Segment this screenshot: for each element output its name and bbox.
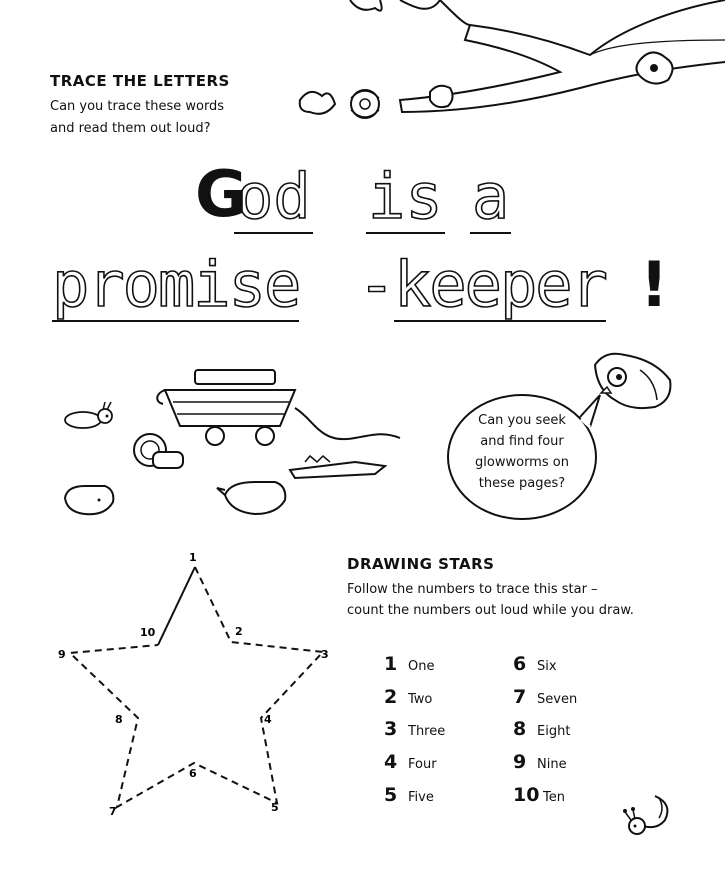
number-row	[384, 718, 445, 740]
number-word: Five	[408, 790, 434, 805]
flower-icon	[300, 92, 335, 114]
star-point-label-10: 10	[140, 626, 156, 639]
flower-icon	[350, 0, 382, 11]
trace-word-first-letter: G	[195, 158, 248, 232]
star-point-label-7: 7	[109, 805, 117, 818]
star-point-label-2: 2	[235, 625, 243, 638]
star-point-label-8: 8	[115, 713, 123, 726]
number-digit: 5	[384, 784, 398, 806]
trace-word-is: is	[368, 160, 443, 233]
glowworm-icon	[65, 402, 112, 428]
flower-icon	[351, 90, 379, 118]
number-row	[513, 784, 565, 806]
number-row	[513, 718, 570, 740]
drawing-instruction-line2: count the numbers out loud while you draw.	[347, 603, 634, 618]
number-word: Two	[408, 692, 433, 707]
trace-instruction-line1: Can you trace these words	[50, 99, 225, 114]
star-point-label-6: 6	[189, 767, 197, 780]
trace-instruction-line2: and read them out loud?	[50, 121, 211, 136]
star-point-label-4: 4	[264, 713, 272, 726]
star-point-label-5: 5	[271, 801, 279, 814]
number-word: Eight	[537, 724, 571, 739]
trace-word-god: od	[236, 160, 311, 233]
number-word: Six	[537, 659, 557, 674]
hippo-icon	[65, 486, 113, 514]
star-point-label-9: 9	[58, 648, 66, 661]
number-word: Three	[408, 724, 446, 739]
number-row	[384, 751, 437, 773]
star-point-label-1: 1	[189, 551, 197, 564]
number-row	[384, 784, 434, 806]
number-row	[384, 686, 432, 708]
ark-icon	[157, 370, 400, 445]
number-row	[384, 653, 434, 675]
star-point-label-3: 3	[321, 648, 329, 661]
crocodile-icon	[290, 456, 385, 478]
number-digit: 3	[384, 718, 398, 740]
number-digit: 6	[513, 653, 527, 675]
number-word: One	[408, 659, 435, 674]
trace-section-title: TRACE THE LETTERS	[50, 72, 230, 90]
number-word: Nine	[537, 757, 567, 772]
speech-bubble-line: Can you seek	[478, 413, 566, 428]
glowworm-icon	[615, 792, 675, 842]
trace-word-promise: promise	[52, 248, 300, 321]
number-word: Four	[408, 757, 437, 772]
rhino-icon	[217, 482, 285, 514]
number-word: Ten	[543, 790, 565, 805]
lion-icon	[134, 434, 183, 468]
trace-word-a: a	[472, 160, 510, 233]
flower-icon	[430, 86, 453, 107]
speech-bubble-line: these pages?	[478, 476, 566, 491]
trace-word-exclaim: !	[640, 248, 669, 321]
animal-illustrations	[55, 360, 415, 530]
number-digit: 10	[513, 784, 540, 806]
number-row	[513, 653, 557, 675]
number-digit: 2	[384, 686, 398, 708]
number-digit: 7	[513, 686, 527, 708]
number-row	[513, 686, 577, 708]
drawing-section-title: DRAWING STARS	[347, 555, 495, 573]
trace-word-keeper: keeper	[394, 248, 606, 321]
trace-word-dash: -	[358, 248, 394, 321]
number-row	[513, 751, 567, 773]
speech-bubble-line: glowworms on	[475, 455, 569, 470]
tree-branch-icon	[290, 0, 725, 140]
number-word: Seven	[537, 692, 578, 707]
number-digit: 1	[384, 653, 398, 675]
number-digit: 4	[384, 751, 398, 773]
speech-bubble-line: and find four	[480, 434, 564, 449]
dot-to-dot-star	[55, 545, 345, 820]
number-digit: 9	[513, 751, 527, 773]
speech-bubble	[452, 410, 592, 494]
drawing-instruction-line1: Follow the numbers to trace this star –	[347, 582, 598, 597]
number-digit: 8	[513, 718, 527, 740]
